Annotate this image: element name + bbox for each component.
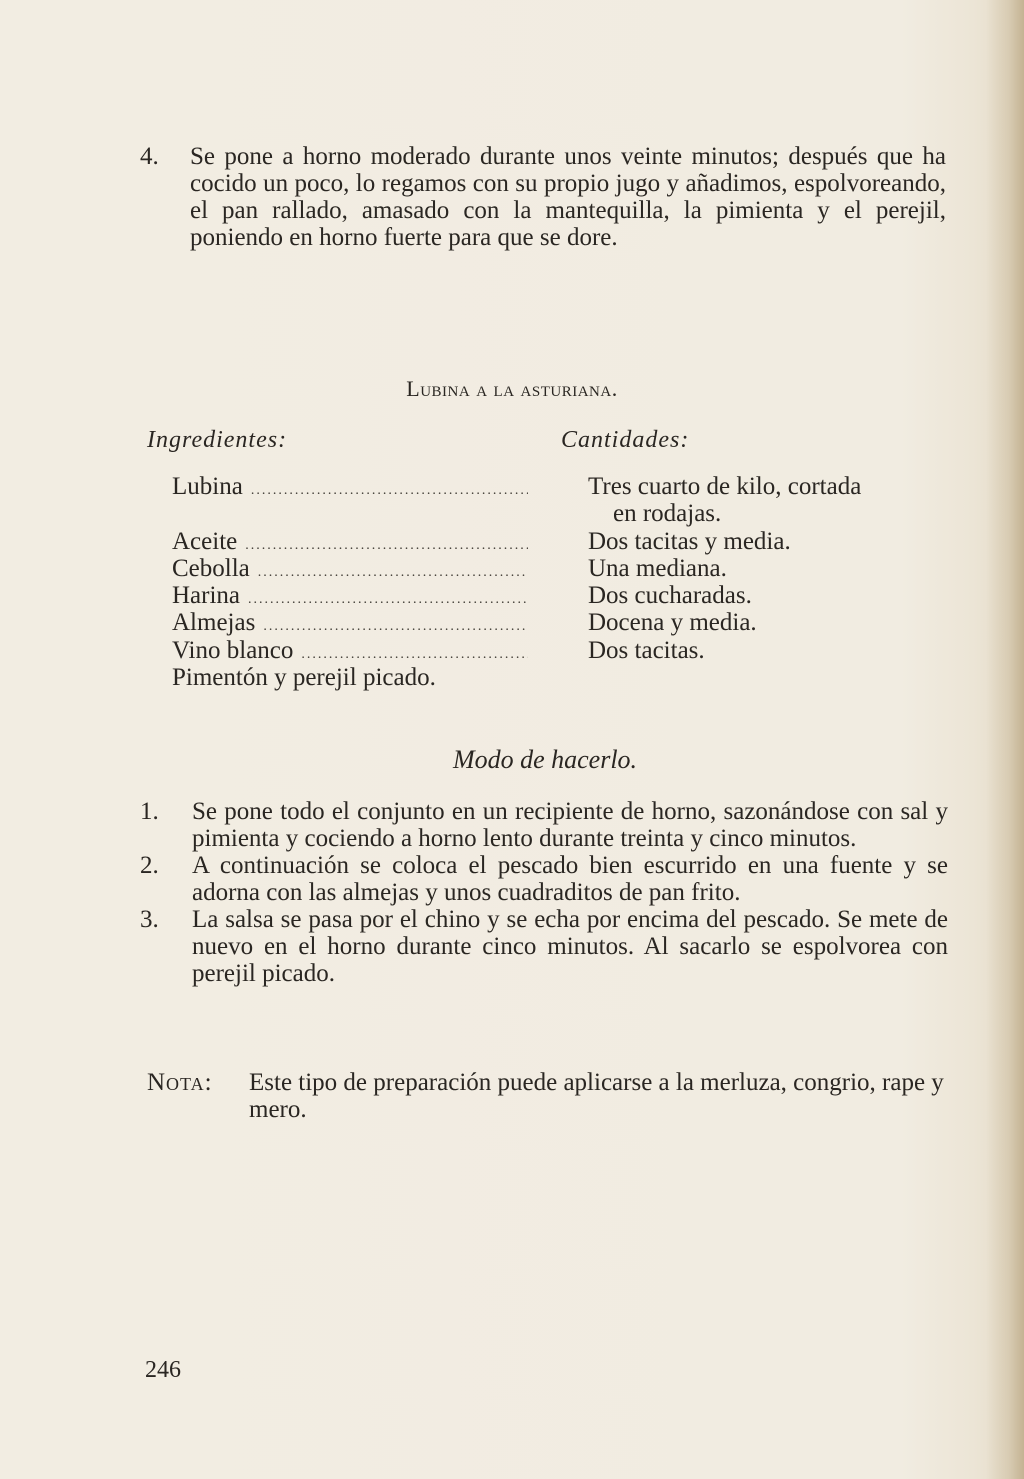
step-number: 2. — [140, 852, 159, 879]
method-step — [140, 852, 948, 906]
ingredient-name: Aceite — [172, 528, 238, 555]
method-step — [140, 798, 948, 852]
quantity-line: Dos tacitas y media. — [588, 528, 791, 555]
step-number: 1. — [140, 798, 159, 825]
note-label: Nota: — [147, 1069, 213, 1096]
step-text: La salsa se pasa por el chino y se echa por encima del pescado. Se mete de nuevo en el horno durante cinco minutos. Al sacarlo se espolvorea con perejil picado. — [192, 906, 948, 987]
quantities-heading: Cantidades: — [561, 427, 690, 453]
step-number: 4. — [140, 143, 159, 170]
step-text: Se pone a horno moderado durante unos veinte minutos; después que ha cocido un poco, lo regamos con su propio jugo y añadimos, espolvoreando, el pan rallado, amasado con la mantequilla, la pimienta y el perejil, poniendo en horno fuerte para que se dore. — [190, 143, 946, 251]
recipe-title — [0, 376, 1024, 402]
quantity-line: Docena y media. — [588, 609, 757, 636]
note-text: Este tipo de preparación puede aplicarse a la merluza, congrio, rape y mero. — [249, 1069, 944, 1123]
ingredient-row — [172, 473, 528, 505]
page-number: 246 — [145, 1357, 181, 1383]
leader-dots — [251, 477, 528, 505]
ingredient-name: Cebolla — [172, 555, 250, 582]
page-binding-shadow — [986, 0, 1024, 1479]
step-number: 3. — [140, 906, 159, 933]
recipe-title-text: Lubina a la asturiana. — [406, 376, 618, 401]
ingredient-name: Almejas — [172, 609, 256, 636]
ingredient-name: Lubina — [172, 473, 243, 500]
ingredients-heading: Ingredientes: — [147, 427, 288, 453]
method-steps — [140, 798, 948, 987]
step-text: A continuación se coloca el pescado bien escurrido en una fuente y se adorna con las almejas y unos cuadraditos de pan frito. — [192, 852, 948, 906]
previous-recipe-step-4 — [140, 143, 946, 251]
note — [147, 1069, 947, 1123]
ingredient-name: Vino blanco — [172, 637, 294, 664]
method-heading: Modo de hacerlo. — [452, 745, 638, 774]
ingredient-name: Harina — [172, 582, 241, 609]
quantity-line: Dos tacitas. — [588, 637, 705, 664]
quantity-line: en rodajas. — [613, 500, 722, 527]
ingredient-row: Pimentón y perejil picado. — [172, 664, 436, 691]
method-step — [140, 906, 948, 987]
step-text: Se pone todo el conjunto en un recipiente de horno, sazonándose con sal y pimienta y cociendo a horno lento durante treinta y cinco minutos. — [192, 798, 948, 852]
quantity-line: Una mediana. — [588, 555, 727, 582]
quantity-line: Tres cuarto de kilo, cortada — [588, 473, 862, 500]
quantity-line: Dos cucharadas. — [588, 582, 752, 609]
